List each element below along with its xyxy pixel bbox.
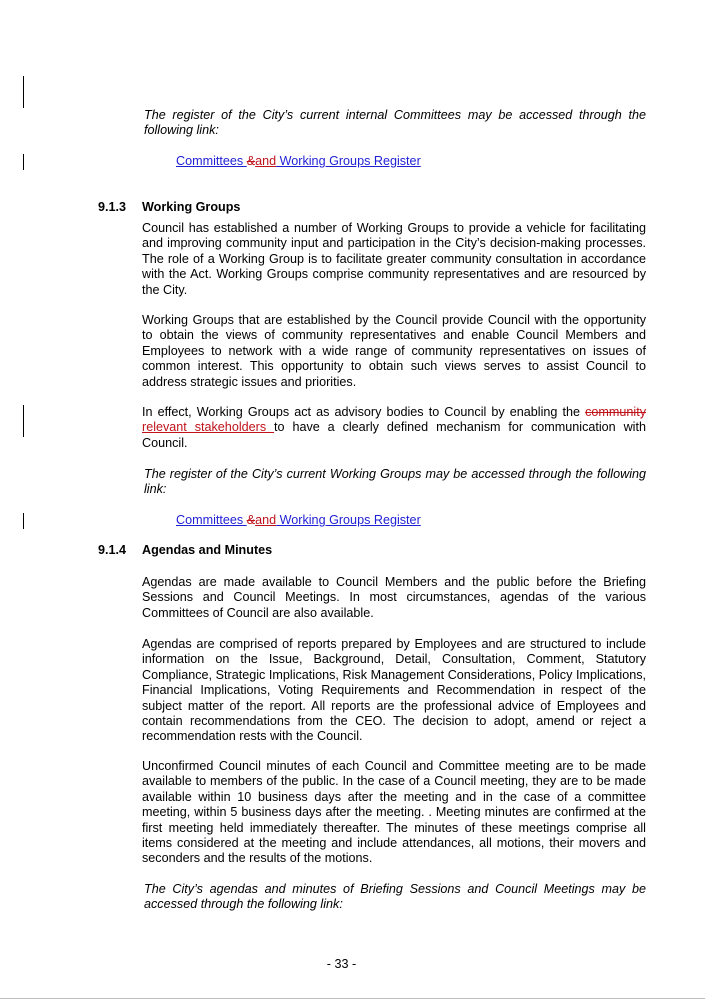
page-number: - 33 - (326, 957, 357, 971)
paragraph: Agendas are made available to Council Members and the public before the Briefing Sessions and Council Meetings. In most circumstances, agendas of the various Committees of Council are also available. (142, 575, 646, 620)
page-bottom-edge (0, 998, 705, 999)
paragraph-tracked-changes (142, 405, 646, 451)
inserted-text: and (255, 513, 277, 527)
working-groups-register-intro: The register of the City’s current Working Groups may be accessed through the following link: (144, 467, 646, 497)
change-bar (23, 405, 24, 437)
change-bar (23, 154, 24, 170)
paragraph: Agendas are comprised of reports prepared by Employees and are structured to include information on the Issue, Background, Detail, Consultation, Comment, Statutory Compliance, Strategic Implications, Risk Management Considerations, Policy Implications, Financial Implications, Voting Requirements and Recommendation in respect of the subject matter of the report. All reports are the professional advice of Employees and contain recommendations from the CEO. The decision to adopt, amend or reject a recommendation rests with the Council. (142, 637, 646, 744)
text: In effect, Working Groups act as advisory bodies to Council by enabling the (142, 405, 586, 419)
section-number: 9.1.4 (98, 543, 127, 557)
deleted-text: & (246, 154, 256, 168)
committees-register-intro: The register of the City’s current internal Committees may be accessed through the following link: (144, 108, 646, 138)
link-text[interactable]: Working Groups Register (276, 154, 421, 168)
text: to have a clearly defined mechanism for communication with Council. (142, 420, 646, 450)
inserted-text: and (255, 154, 277, 168)
committees-register-link[interactable] (176, 154, 421, 169)
link-text[interactable]: Committees (176, 154, 247, 168)
link-text[interactable]: Committees (176, 513, 247, 527)
link-text[interactable]: Working Groups Register (276, 513, 421, 527)
agendas-minutes-intro: The City’s agendas and minutes of Briefing Sessions and Council Meetings may be accessed through the following link: (144, 882, 646, 912)
paragraph: Working Groups that are established by the Council provide Council with the opportunity to obtain the views of community representatives and enable Council Members and Employees to network with a wide range of community representatives on issues of common interest. This opportunity to obtain such views serves to assist Council to address strategic issues and priorities. (142, 313, 646, 389)
change-bar (23, 513, 24, 529)
section-heading: Working Groups (142, 200, 241, 214)
deleted-text: community (585, 405, 646, 419)
working-groups-register-link[interactable] (176, 513, 421, 528)
paragraph: Council has established a number of Working Groups to provide a vehicle for facilitating and improving community input and participation in the City’s decision-making processes. The role of a Working Group is to facilitate greater community consultation in accordance with the Act. Working Groups comprise community representatives and are resourced by the City. (142, 221, 646, 297)
deleted-text: & (246, 513, 256, 527)
inserted-text: relevant stakeholders (142, 420, 275, 435)
section-number: 9.1.3 (98, 200, 127, 214)
section-heading: Agendas and Minutes (142, 543, 273, 557)
paragraph: Unconfirmed Council minutes of each Council and Committee meeting are to be made available to members of the public. In the case of a Council meeting, they are to be made available within 10 business days after the meeting and in the case of a committee meeting, within 5 business days after the meeting. . Meeting minutes are confirmed at the first meeting held immediately thereafter. The minutes of these meetings comprise all items considered at the meeting and include attendances, all motions, their movers and seconders and the results of the motions. (142, 759, 646, 866)
change-bar (23, 76, 24, 108)
